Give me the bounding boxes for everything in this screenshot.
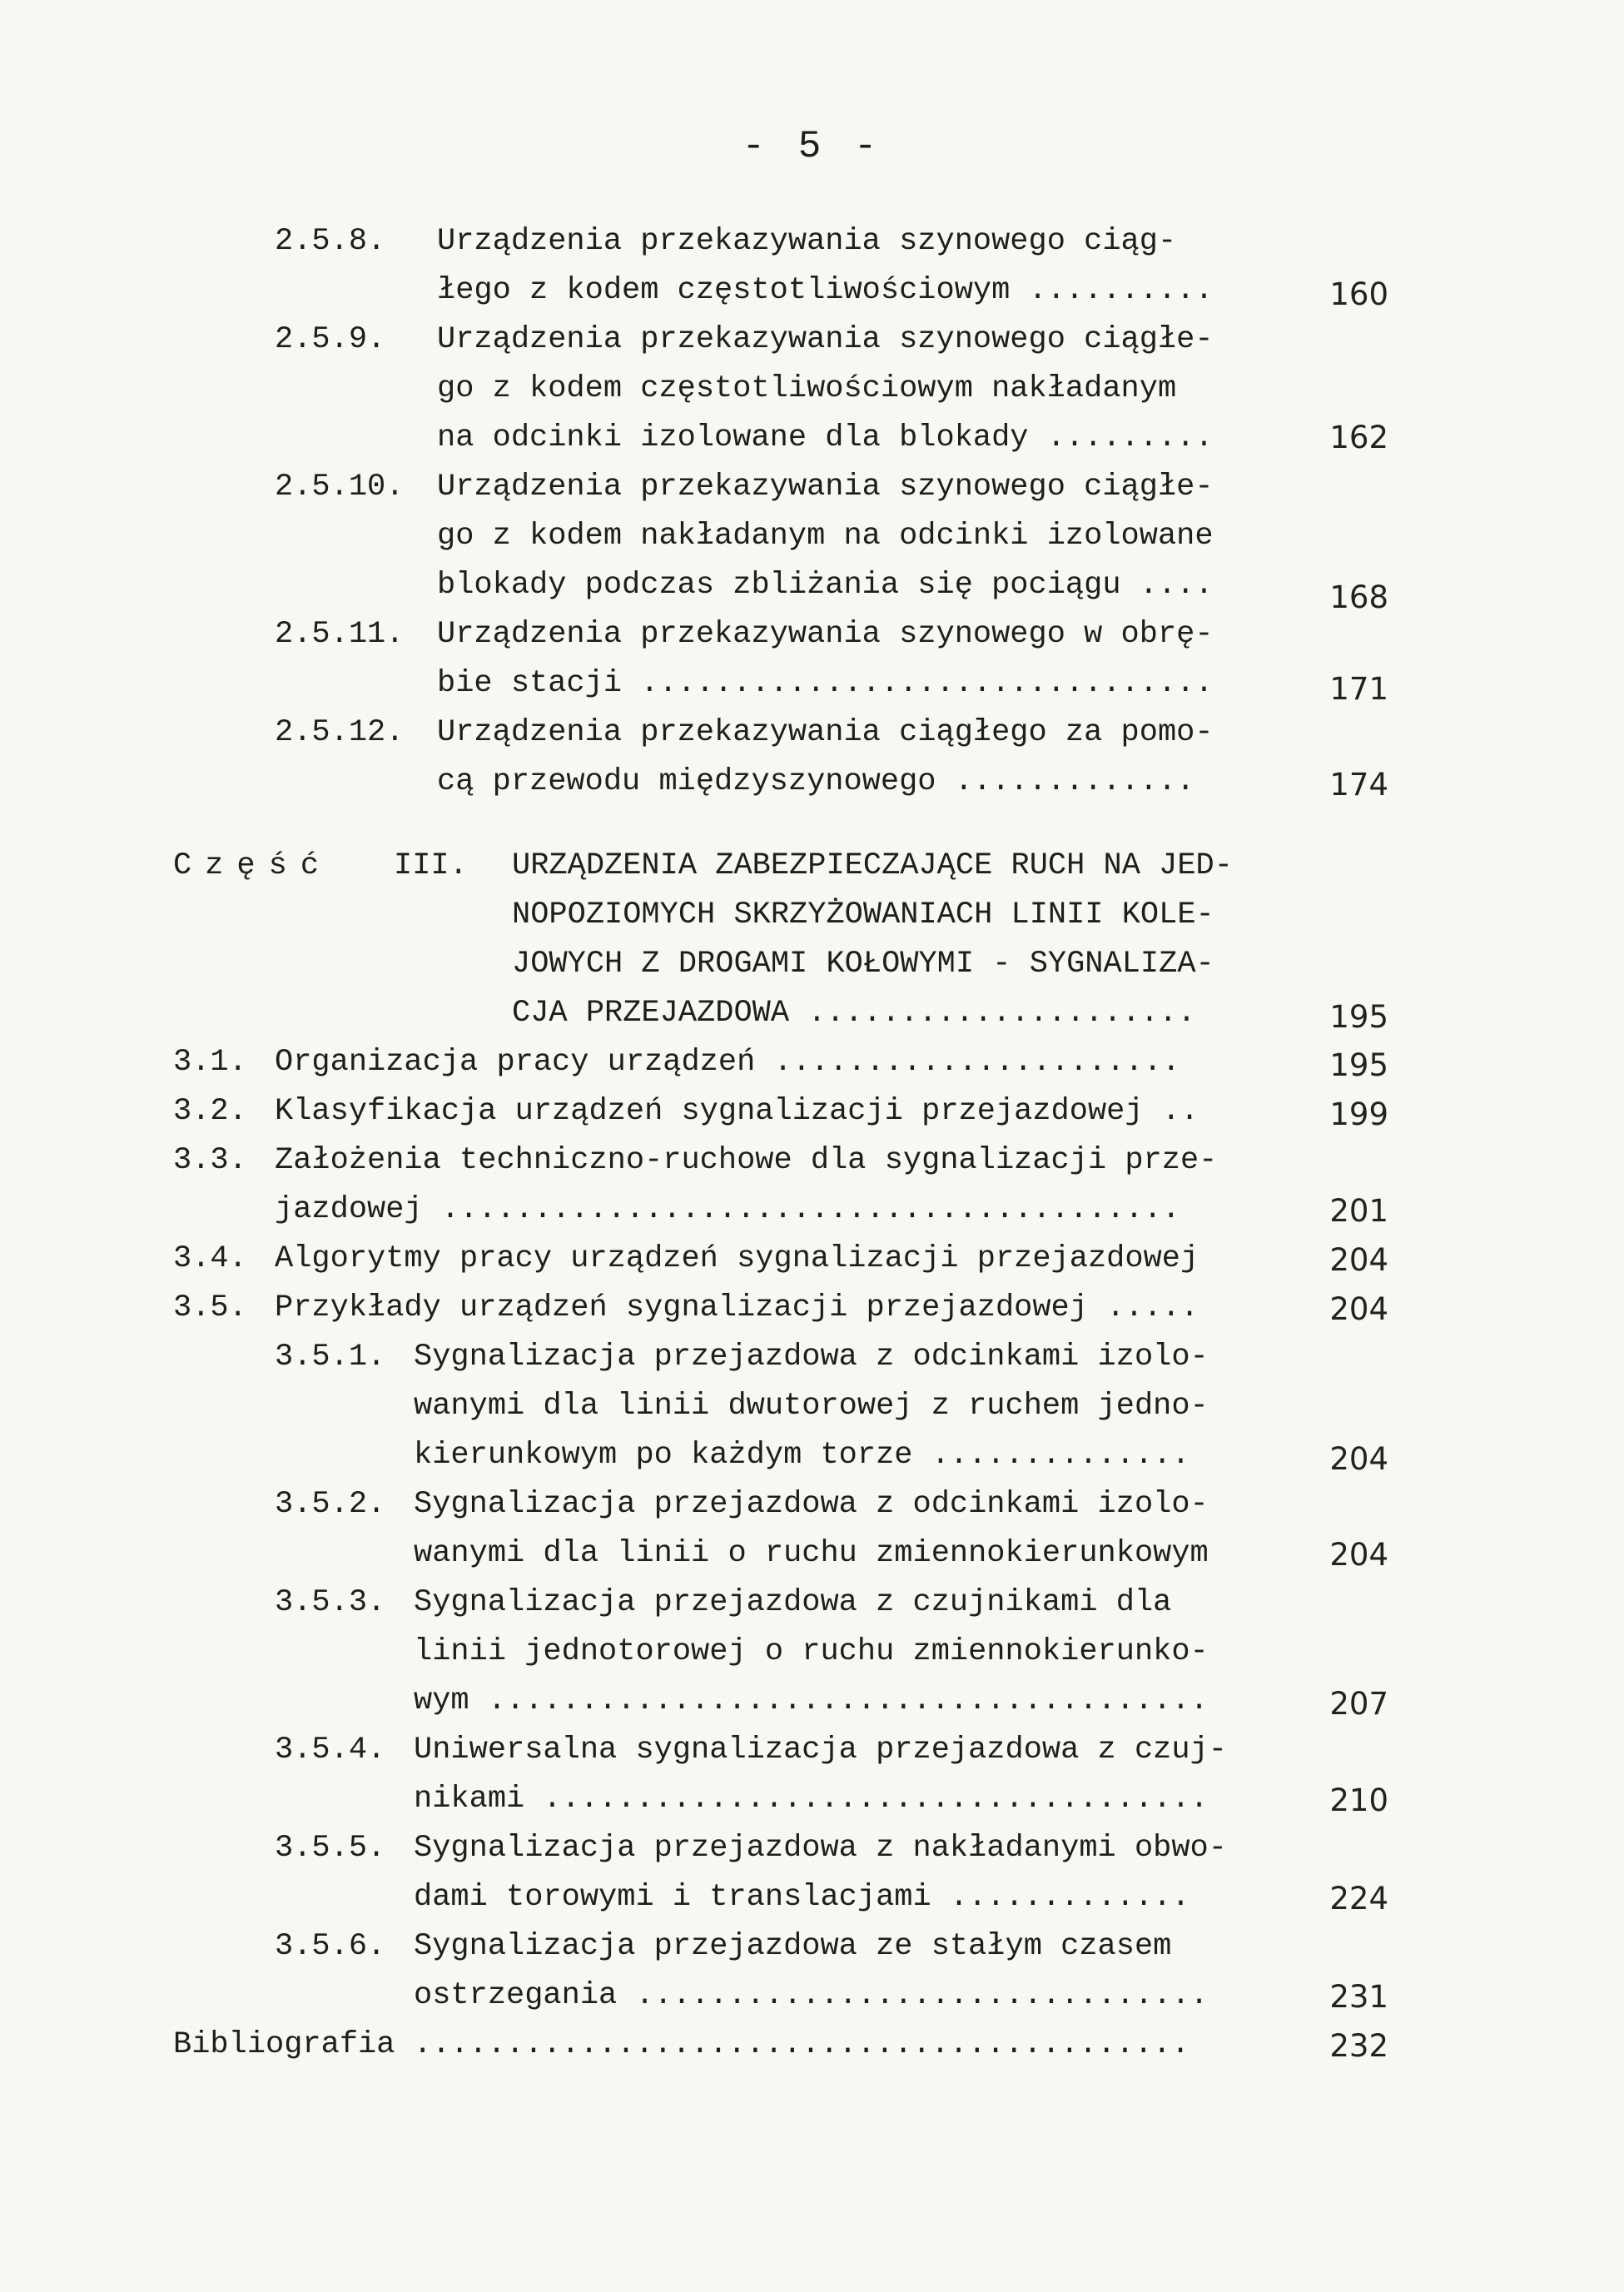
- entry-line: bie stacji ...............................: [437, 666, 1214, 701]
- entry-line: łego z kodem częstotliwościowym ..........: [437, 273, 1214, 308]
- section-page: 195: [1329, 1047, 1388, 1083]
- subsection-line: Uniwersalna sygnalizacja przejazdowa z czuj-: [414, 1733, 1227, 1767]
- subsection-line: linii jednotorowej o ruchu zmiennokierunko-: [414, 1634, 1209, 1669]
- part-label: Część: [173, 848, 333, 883]
- subsection-page: 204: [1329, 1537, 1388, 1573]
- section-page: 204: [1329, 1291, 1388, 1327]
- entry-page: 174: [1329, 767, 1388, 803]
- subsection-page: 224: [1329, 1881, 1388, 1917]
- subsection-line: nikami ....................................: [414, 1782, 1209, 1817]
- subsection-number: 3.5.2.: [275, 1487, 386, 1522]
- entry-page: 168: [1329, 579, 1388, 615]
- entry-number: 2.5.8.: [275, 224, 386, 259]
- subsection-line: Sygnalizacja przejazdowa z odcinkami izolo-: [414, 1340, 1209, 1375]
- section-line: Przykłady urządzeń sygnalizacji przejazdowej .....: [275, 1290, 1199, 1325]
- section-line: Klasyfikacja urządzeń sygnalizacji przejazdowej ..: [275, 1094, 1199, 1129]
- subsection-line: Sygnalizacja przejazdowa ze stałym czasem: [414, 1929, 1172, 1964]
- entry-number: 2.5.10.: [275, 470, 405, 505]
- page-number: - 5 -: [742, 125, 882, 168]
- subsection-line: wanymi dla linii dwutorowej z ruchem jedno-: [414, 1389, 1209, 1424]
- subsection-line: wym .......................................: [414, 1683, 1209, 1718]
- entry-page: 160: [1329, 276, 1388, 312]
- entry-line: cą przewodu międzyszynowego .............: [437, 764, 1195, 799]
- part-title-line: NOPOZIOMYCH SKRZYŻOWANIACH LINII KOLE-: [512, 897, 1214, 932]
- subsection-line: Sygnalizacja przejazdowa z nakładanymi obwo-: [414, 1831, 1227, 1866]
- entry-number: 2.5.12.: [275, 715, 405, 750]
- entry-line: go z kodem częstotliwościowym nakładanym: [437, 371, 1177, 406]
- part-title-line: URZĄDZENIA ZABEZPIECZAJĄCE RUCH NA JED-: [512, 848, 1233, 883]
- section-line: jazdowej ........................................: [275, 1192, 1180, 1227]
- entry-page: 162: [1329, 420, 1388, 455]
- entry-line: Urządzenia przekazywania szynowego ciągłe-: [437, 322, 1214, 357]
- subsection-line: dami torowymi i translacjami .............: [414, 1880, 1190, 1915]
- subsection-page: 231: [1329, 1979, 1388, 2015]
- section-line: Algorytmy pracy urządzeń sygnalizacji przejazdowej: [275, 1241, 1199, 1276]
- section-page: 199: [1329, 1096, 1388, 1132]
- section-number: 3.2.: [173, 1094, 247, 1129]
- section-number: 3.1.: [173, 1045, 247, 1080]
- subsection-line: Sygnalizacja przejazdowa z odcinkami izolo-: [414, 1487, 1209, 1522]
- subsection-number: 3.5.6.: [275, 1929, 386, 1964]
- subsection-page: 207: [1329, 1686, 1388, 1722]
- subsection-line: wanymi dla linii o ruchu zmiennokierunkowym: [414, 1536, 1209, 1571]
- subsection-page: 210: [1329, 1782, 1388, 1818]
- bibliography-page: 232: [1329, 2028, 1388, 2064]
- entry-line: blokady podczas zbliżania się pociągu ....: [437, 568, 1214, 603]
- entry-page: 171: [1329, 671, 1388, 707]
- entry-line: Urządzenia przekazywania szynowego ciąg-: [437, 224, 1177, 259]
- subsection-page: 204: [1329, 1441, 1388, 1477]
- section-number: 3.4.: [173, 1241, 247, 1276]
- part-page: 195: [1329, 999, 1388, 1035]
- section-number: 3.5.: [173, 1290, 247, 1325]
- entry-line: Urządzenia przekazywania szynowego w obrę-: [437, 617, 1214, 652]
- subsection-line: Sygnalizacja przejazdowa z czujnikami dla: [414, 1585, 1172, 1620]
- part-title-line: JOWYCH Z DROGAMI KOŁOWYMI - SYGNALIZA-: [512, 947, 1214, 982]
- entry-line: Urządzenia przekazywania ciągłego za pomo-: [437, 715, 1214, 750]
- section-page: 201: [1329, 1193, 1388, 1229]
- entry-line: na odcinki izolowane dla blokady .........: [437, 420, 1214, 455]
- part-title-line: CJA PRZEJAZDOWA .....................: [512, 996, 1196, 1031]
- subsection-number: 3.5.5.: [275, 1831, 386, 1866]
- subsection-line: kierunkowym po każdym torze ..............: [414, 1438, 1190, 1473]
- entry-number: 2.5.11.: [275, 617, 405, 652]
- entry-number: 2.5.9.: [275, 322, 386, 357]
- subsection-line: ostrzegania ...............................: [414, 1978, 1209, 2013]
- entry-line: go z kodem nakładanym na odcinki izolowane: [437, 519, 1214, 554]
- section-line: Założenia techniczno-ruchowe dla sygnalizacji prze-: [275, 1143, 1218, 1178]
- subsection-number: 3.5.4.: [275, 1733, 386, 1767]
- section-number: 3.3.: [173, 1143, 247, 1178]
- entry-line: Urządzenia przekazywania szynowego ciągłe-: [437, 470, 1214, 505]
- subsection-number: 3.5.1.: [275, 1340, 386, 1375]
- subsection-number: 3.5.3.: [275, 1585, 386, 1620]
- bibliography-line: Bibliografia ..........................................: [173, 2027, 1190, 2062]
- section-line: Organizacja pracy urządzeń ......................: [275, 1045, 1180, 1080]
- part-roman: III.: [394, 848, 468, 883]
- section-page: 204: [1329, 1242, 1388, 1278]
